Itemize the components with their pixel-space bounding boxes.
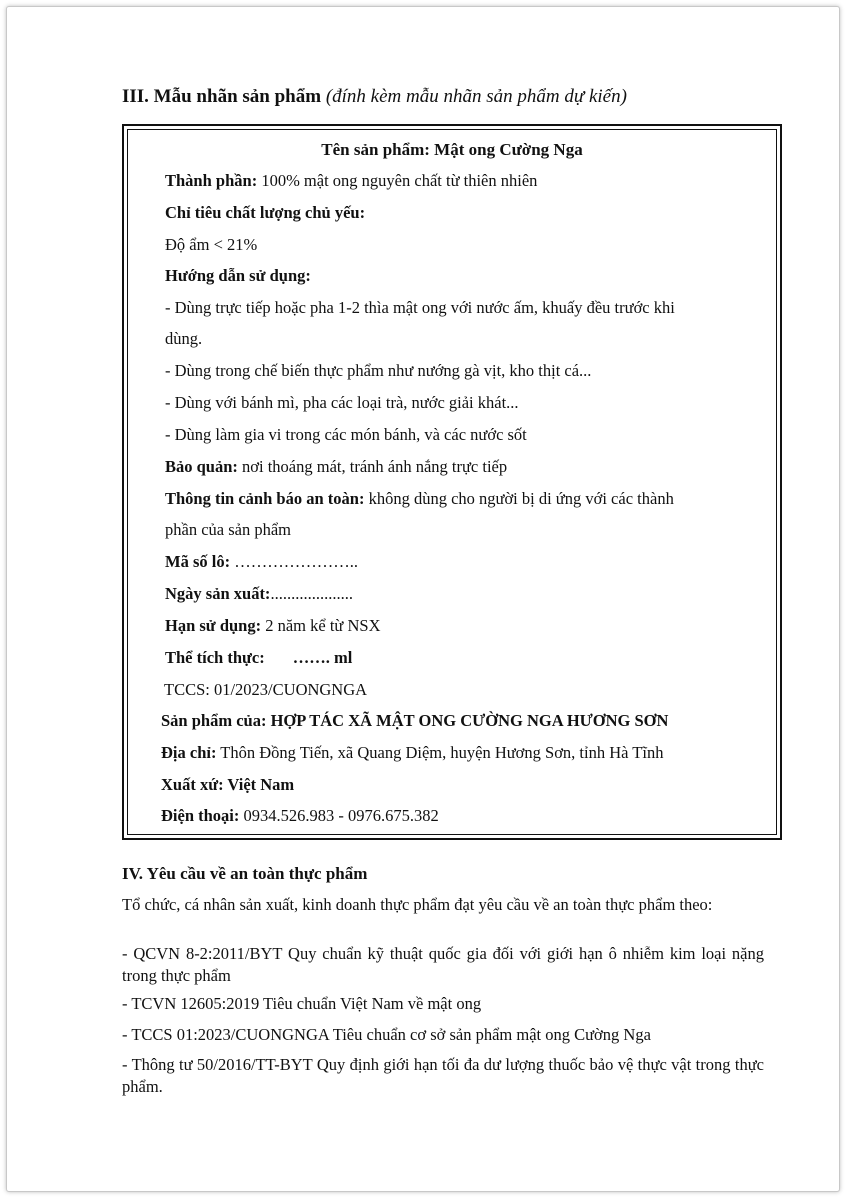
expiry-value: 2 năm kể từ NSX — [261, 616, 381, 635]
product-label-box — [122, 124, 782, 840]
phone-label: Điện thoại: — [161, 806, 240, 825]
producer-value: HỢP TÁC XÃ MẬT ONG CƯỜNG NGA HƯƠNG SƠN — [266, 711, 669, 730]
origin-line — [161, 775, 294, 795]
section-3-heading — [122, 86, 627, 108]
standard-line: TCCS: 01/2023/CUONGNGA — [164, 680, 368, 699]
section-4-item-2: - TCVN 12605:2019 Tiêu chuẩn Việt Nam về mật ong — [122, 994, 482, 1013]
warning-line-cont: phần của sản phẩm — [165, 520, 291, 539]
quality-heading — [165, 203, 365, 223]
warning-value: không dùng cho người bị di ứng với các thành — [364, 489, 674, 508]
composition-label: Thành phần: — [165, 171, 258, 190]
warning-line — [165, 489, 674, 509]
moisture-line: Độ ẩm < 21% — [165, 235, 258, 254]
section-4-item-3: - TCCS 01:2023/CUONGNGA Tiêu chuẩn cơ sở sản phẩm mật ong Cường Nga — [122, 1025, 651, 1044]
usage-heading — [165, 266, 311, 286]
producer-label: Sản phẩm của: — [161, 711, 267, 730]
lot-value: ………………….. — [230, 552, 358, 571]
phone-line — [161, 806, 439, 826]
section-4-heading: IV. Yêu cầu về an toàn thực phẩm — [122, 864, 368, 883]
phone-value: 0934.526.983 - 0976.675.382 — [239, 806, 439, 825]
mfg-label: Ngày sản xuất: — [165, 584, 271, 603]
storage-line — [165, 457, 507, 477]
usage-label: Hướng dẫn sử dụng: — [165, 266, 311, 285]
section-3-subtitle: (đính kèm mẫu nhãn sản phẩm dự kiến) — [325, 86, 627, 107]
section-4-item-4: - Thông tư 50/2016/TT-BYT Quy định giới hạn tối đa dư lượng thuốc bảo vệ thực vật trong thực phẩm. — [122, 1055, 764, 1096]
origin-label: Xuất xứ: Việt Nam — [161, 775, 295, 794]
usage-line-3: - Dùng với bánh mì, pha các loại trà, nước giải khát... — [165, 393, 519, 412]
section-4-intro: Tổ chức, cá nhân sản xuất, kinh doanh thực phẩm đạt yêu cầu về an toàn thực phẩm theo: — [122, 895, 713, 914]
address-value: Thôn Đồng Tiến, xã Quang Diệm, huyện Hương Sơn, tỉnh Hà Tĩnh — [216, 743, 664, 762]
usage-line-2: - Dùng trong chế biến thực phẩm như nướng gà vịt, kho thịt cá... — [165, 361, 592, 380]
address-line — [161, 743, 663, 763]
composition-value: 100% mật ong nguyên chất từ thiên nhiên — [257, 171, 538, 190]
storage-label: Bảo quản: — [165, 457, 238, 476]
composition-line — [165, 171, 537, 191]
warning-label: Thông tin cảnh báo an toàn: — [165, 489, 365, 508]
product-name: Tên sản phẩm: Mật ong Cường Nga — [321, 140, 583, 159]
usage-line-1-cont: dùng. — [165, 329, 203, 348]
storage-value: nơi thoáng mát, tránh ánh nắng trực tiếp — [237, 457, 508, 476]
quality-label: Chỉ tiêu chất lượng chủ yếu: — [165, 203, 366, 222]
section-3-title: III. Mẫu nhãn sản phẩm — [122, 86, 322, 107]
expiry-label: Hạn sử dụng: — [165, 616, 262, 635]
expiry-line — [165, 616, 381, 636]
lot-line — [165, 552, 358, 572]
mfg-value: .................... — [270, 584, 353, 603]
address-label: Địa chỉ: — [161, 743, 217, 762]
volume-line — [165, 648, 352, 668]
volume-label: Thể tích thực: — [165, 648, 265, 667]
product-label-inner-border — [127, 129, 777, 835]
producer-line — [161, 711, 668, 731]
lot-label: Mã số lô: — [165, 552, 231, 571]
usage-line-4: - Dùng làm gia vi trong các món bánh, và các nước sốt — [165, 425, 527, 444]
section-4-item-1: - QCVN 8-2:2011/BYT Quy chuẩn kỹ thuật quốc gia đối với giới hạn ô nhiễm kim loại nặng trong thực phẩm — [122, 944, 764, 985]
mfg-line — [165, 584, 353, 604]
usage-line-1: - Dùng trực tiếp hoặc pha 1-2 thìa mật ong với nước ấm, khuấy đều trước khi — [165, 298, 675, 317]
volume-value: ……. ml — [292, 648, 353, 667]
